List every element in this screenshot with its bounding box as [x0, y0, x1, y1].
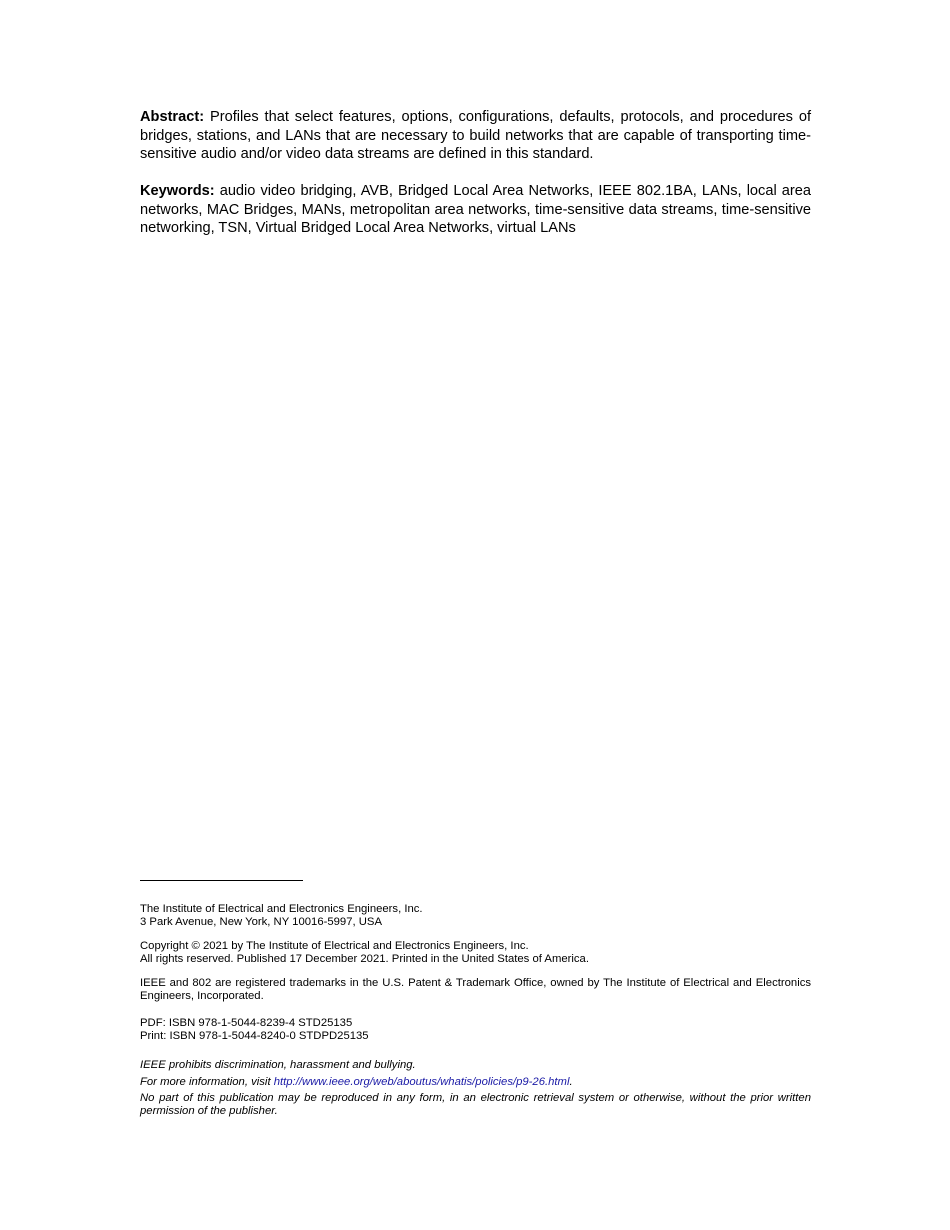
publisher-info [140, 903, 811, 928]
publisher-name: The Institute of Electrical and Electronics Engineers, Inc. [140, 903, 423, 915]
discrimination-notice [140, 1059, 811, 1072]
copyright-info [140, 940, 811, 965]
keywords-text: audio video bridging, AVB, Bridged Local Area Networks, IEEE 802.1BA, LANs, local area networks, MAC Bridges, MANs, metropolitan area networks, time-sensitive data streams, time-sensitive networking, TSN, Virtual Bridged Local Area Networks, virtual LANs [140, 183, 811, 236]
more-info-suffix: . [569, 1076, 573, 1088]
reproduction-notice [140, 1092, 811, 1117]
keywords-label: Keywords: [140, 183, 215, 199]
abstract-paragraph [140, 108, 811, 164]
rights-line: All rights reserved. Published 17 December 2021. Printed in the United States of America. [140, 952, 589, 965]
copyright-line: Copyright © 2021 by The Institute of Electrical and Electronics Engineers, Inc. [140, 940, 529, 952]
trademark-notice [140, 977, 811, 1002]
more-info-notice [140, 1076, 811, 1089]
policy-link[interactable]: http://www.ieee.org/web/aboutus/whatis/policies/p9-26.html [273, 1076, 570, 1088]
keywords-paragraph [140, 182, 811, 238]
reproduction-text: No part of this publication may be reproduced in any form, in an electronic retrieval system or otherwise, without the prior written permission of the publisher. [140, 1092, 811, 1117]
isbn-pdf: PDF: ISBN 978-1-5044-8239-4 STD25135 [140, 1017, 353, 1029]
footnote-divider [140, 880, 303, 881]
trademark-text: IEEE and 802 are registered trademarks in the U.S. Patent & Trademark Office, owned by The Institute of Electrical and Electronics Engineers, Incorporated. [140, 977, 811, 1002]
publisher-address: 3 Park Avenue, New York, NY 10016-5997, USA [140, 915, 382, 928]
more-info-prefix: For more information, visit [140, 1076, 274, 1088]
abstract-text: Profiles that select features, options, configurations, defaults, protocols, and procedures of bridges, stations, and LANs that are necessary to build networks that are capable of transporting time-sensitive audio and/or video data streams are defined in this standard. [140, 109, 811, 162]
isbn-info [140, 1017, 811, 1042]
discrimination-text: IEEE prohibits discrimination, harassment and bullying. [140, 1059, 416, 1071]
abstract-label: Abstract: [140, 109, 205, 125]
isbn-print: Print: ISBN 978-1-5044-8240-0 STDPD25135 [140, 1029, 369, 1042]
